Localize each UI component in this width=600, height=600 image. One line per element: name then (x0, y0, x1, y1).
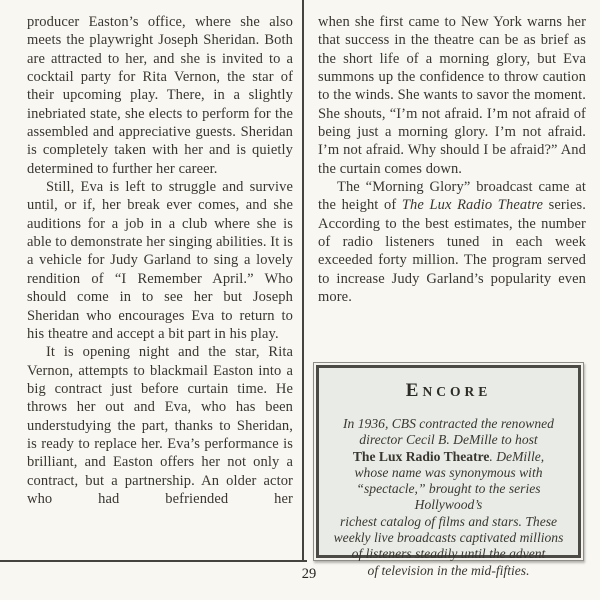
paragraph (27, 343, 293, 508)
encore-line (327, 514, 570, 530)
column-divider-rule (302, 0, 304, 562)
encore-line (327, 465, 570, 481)
text-segment: richest catalog of films and stars. These (339, 513, 558, 529)
text-segment: of listeners steadily until the advent (351, 546, 546, 562)
text-segment: whose name was synonymous with (354, 464, 543, 480)
encore-title (319, 381, 578, 402)
encore-line (327, 449, 570, 465)
text-segment: series. According to the best estimates, the number of radio listeners tuned in each week exceeded forty million. The program served to increase Judy Garland’s popularity even more. (318, 197, 586, 306)
text-segment: The Lux Radio Theatre (401, 197, 544, 214)
text-segment: In 1936, CBS contracted the renowned (343, 416, 554, 431)
encore-line (327, 546, 570, 562)
left-column (27, 13, 293, 508)
text-segment: director Cecil B. DeMille to host (359, 432, 538, 448)
text-segment: . DeMille, (489, 448, 545, 464)
text-segment: producer Easton’s office, where she also meets the playwright Joseph Sheridan. Both are attracted to her, and she is invited to a cocktail party for Rita Vernon, the star of their upcoming play. There, in a slightly inebriated state, she elects to perform for the assembled and appreciative guests. Sheridan is completely taken with her and is quietly determined to further her career. (27, 14, 293, 177)
encore-line (327, 530, 570, 546)
encore-line (327, 563, 570, 579)
text-segment: The “Morning Glory” broadcast came at the height of (318, 179, 586, 214)
paragraph (318, 13, 586, 178)
encore-line (327, 481, 570, 514)
footer-rule (0, 560, 307, 562)
paragraph (27, 13, 293, 178)
text-segment: Still, Eva is left to struggle and survive until, or if, her break ever comes, and she auditions for a job in a club where she is able to demonstrate her singing abilities. It is a vehicle for Judy Garland to sing a lovely rendition of “I Remember April.” Who should come in to see her but Joseph Sheridan who encourages Eva to return to his theatre and accept a bit part in his play. (27, 179, 293, 342)
encore-title-initial: E (405, 380, 423, 401)
text-segment: It is opening night and the star, Rita Vernon, attempts to blackmail Easton into a big contract just before curtain time. He throws her out and Eva, who has been understudying the part, thanks to Sheridan, is ready to replace her. Eva’s performance is brilliant, and Easton offers her not only a contract, but a partnership. An older actor who had befriended her (27, 344, 293, 507)
encore-box (313, 362, 584, 578)
paragraph (27, 178, 293, 343)
text-segment: “spectacle,” brought to the series Hollywood’s (356, 481, 541, 513)
right-column (318, 13, 586, 307)
text-segment: The Lux Radio Theatre (352, 448, 490, 464)
text-segment: weekly live broadcasts captivated millions (333, 530, 564, 546)
paragraph (318, 178, 586, 306)
page-number: 29 (301, 566, 317, 582)
encore-line (327, 432, 570, 448)
encore-box-inner (316, 365, 581, 578)
text-segment: of television in the mid-fifties. (367, 562, 530, 578)
encore-title-rest: NCORE (422, 384, 492, 399)
text-segment: when she first came to New York warns her that success in the theatre can be as brief as the short life of a morning glory, but Eva summons up the confidence to throw caution to the winds. She wants to savor the moment. She shouts, “I’m not afraid. I’m not afraid of being just a morning glory. I’m not afraid. I’m not afraid. Why should I be afraid?” And the curtain comes down. (318, 14, 586, 177)
encore-body-text (319, 416, 578, 579)
encore-line (327, 416, 570, 432)
